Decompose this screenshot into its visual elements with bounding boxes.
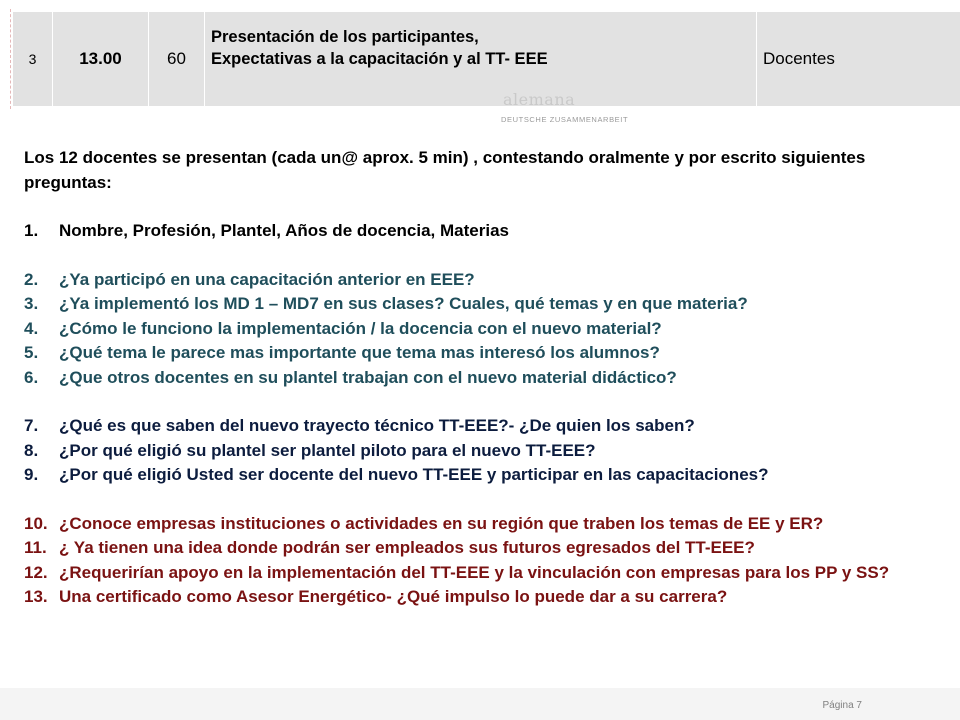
list-item-number: 10. [24,513,48,533]
list-item-text: ¿Qué tema le parece mas importante que tema mas interesó los alumnos? [59,343,660,362]
list-item [24,463,960,488]
topic-line-2: Expectativas a la capacitación y al TT- EEE [211,50,548,68]
list-item-number: 7. [24,416,39,435]
list-item-number: 8. [24,440,39,460]
list-item [24,219,960,244]
page-number: Página 7 [822,700,862,711]
list-item-text: ¿Cómo le funciono la implementación / la docencia con el nuevo material? [59,318,662,338]
list-item [24,414,960,439]
logo-subtitle: DEUTSCHE ZUSAMMENARBEIT [501,115,629,124]
list-item [24,317,960,342]
list-item [24,561,959,586]
list-item [24,341,960,366]
list-item-text: ¿Requerirían apoyo en la implementación del TT-EEE y la vinculación con empresas para los PP y SS? [59,562,890,582]
list-item-number: 12. [24,562,48,582]
logo-word: alemana [503,90,576,109]
list-item-text: ¿Que otros docentes en su plantel trabajan con el nuevo material didáctico? [59,367,677,387]
list-item-text: ¿ Ya tienen una idea donde podrán ser empleados sus futuros egresados del TT-EEE? [59,538,755,557]
list-item [24,585,960,610]
table-row [13,12,960,107]
list-item [24,292,960,317]
list-item-text: Nombre, Profesión, Plantel, Años de docencia, Materias [59,221,509,240]
list-item-number: 1. [24,221,39,240]
footer-band [0,688,960,720]
list-item-number: 3. [24,294,39,313]
list-item-text: ¿Por qué eligió su plantel ser plantel piloto para el nuevo TT-EEE? [59,440,596,460]
list-item [24,536,960,561]
list-item [24,268,960,293]
cooperation-logo [500,92,640,130]
intro-paragraph: Los 12 docentes se presentan (cada un@ aprox. 5 min) , contestando oralmente y por escrito siguientes preguntas: [24,148,866,192]
list-item-number: 6. [24,367,39,387]
topic-line-1: Presentación de los participantes, [211,28,479,46]
questions-list [24,219,960,610]
list-item-number: 9. [24,465,39,484]
list-item-text: ¿Ya implementó los MD 1 – MD7 en sus clases? Cuales, qué temas y en que materia? [59,294,748,313]
list-item [24,366,960,391]
list-item-number: 2. [24,269,39,289]
list-item [24,512,959,537]
list-item-text: Una certificado como Asesor Energético- ¿Qué impulso lo puede dar a su carrera? [59,587,728,606]
list-item-number: 11. [24,538,47,557]
list-item-text: ¿Qué es que saben del nuevo trayecto técnico TT-EEE?- ¿De quien los saben? [59,416,695,435]
session-number: 3 [13,12,53,107]
session-responsible: Docentes [757,12,960,107]
schedule-table [12,11,960,107]
session-duration: 60 [149,12,205,107]
list-item-text: ¿Por qué eligió Usted ser docente del nuevo TT-EEE y participar en las capacitaciones? [59,465,769,484]
list-item-number: 5. [24,343,39,362]
list-item-number: 13. [24,587,48,606]
main-content [24,146,960,610]
session-topic [205,12,757,107]
list-item [24,439,960,464]
list-item-number: 4. [24,318,39,338]
session-time: 13.00 [53,12,149,107]
list-item-text: ¿Conoce empresas instituciones o actividades en su región que traben los temas de EE y ER? [59,513,824,533]
list-item-text: ¿Ya participó en una capacitación anterior en EEE? [59,269,475,289]
